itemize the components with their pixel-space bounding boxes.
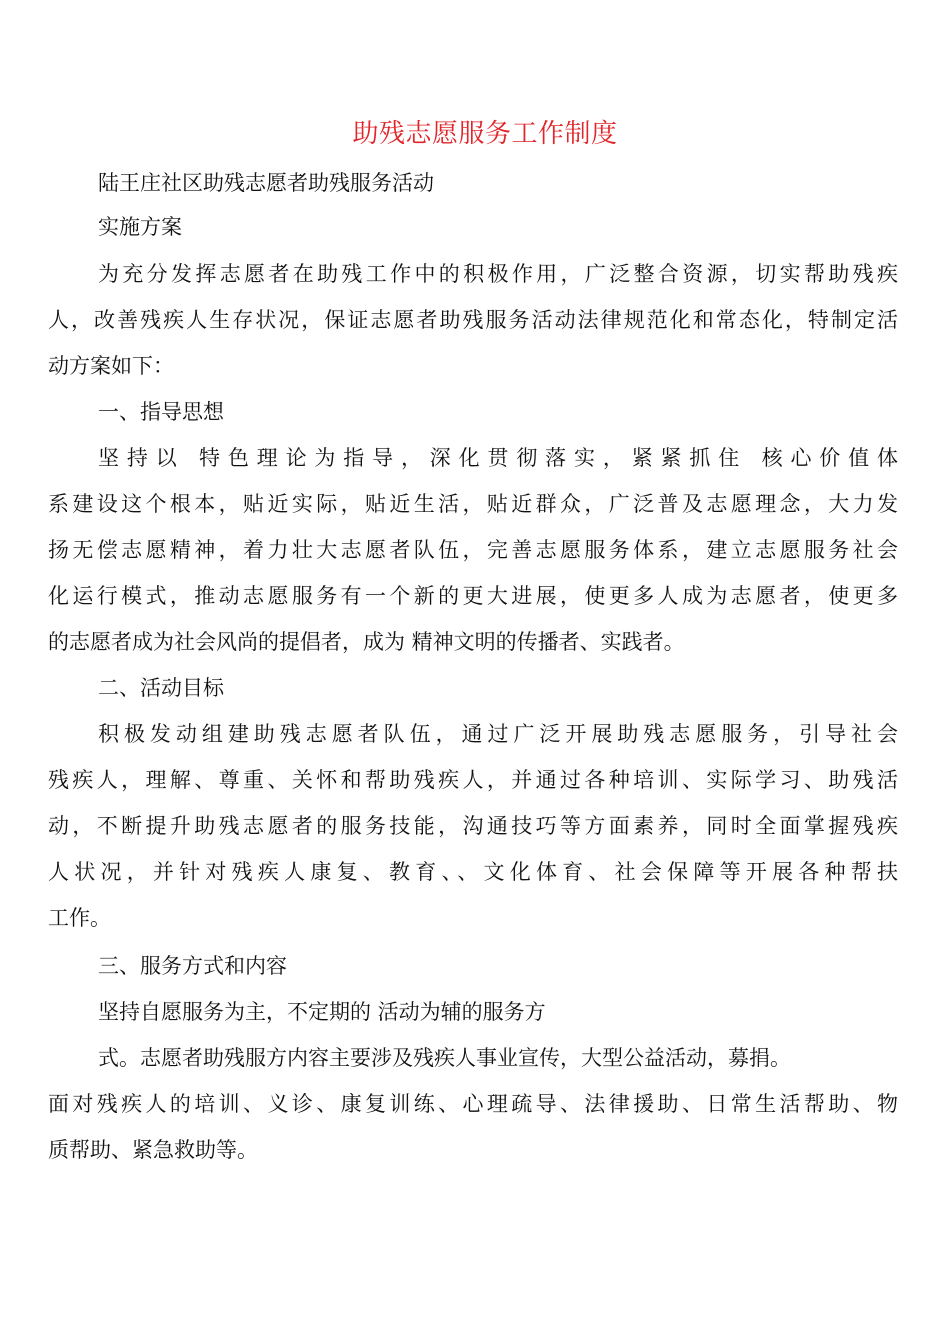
paragraph-line: 动，不断提升助残志愿者的服务技能，沟通技巧等方面素养，同时全面掌握残疾 [48,814,898,838]
paragraph-line: 面对残疾人的培训、义诊、康复训练、心理疏导、法律援助、日常生活帮助、物 [48,1092,898,1116]
paragraph-line: 的志愿者成为社会风尚的提倡者，成为 精神文明的传播者、实践者。 [48,630,685,654]
paragraph-line: 人状况，并针对残疾人康复、教育、、文化体育、社会保障等开展各种帮扶 [48,860,898,884]
paragraph-line: 式。志愿者助残服方内容主要涉及残疾人事业宣传，大型公益活动，募捐。 [98,1046,791,1070]
paragraph-line: 为充分发挥志愿者在助残工作中的积极作用，广泛整合资源，切实帮助残疾 [98,262,898,286]
paragraph-line: 积极发动组建助残志愿者队伍，通过广泛开展助残志愿服务，引导社会 [98,722,898,746]
paragraph-line: 残疾人，理解、尊重、关怀和帮助残疾人，并通过各种培训、实际学习、助残活 [48,768,898,792]
section-heading: 三、服务方式和内容 [98,954,287,978]
section-heading: 二、活动目标 [98,676,224,700]
subtitle-line: 陆王庄社区助残志愿者助残服务活动 [98,171,434,195]
paragraph-line: 人，改善残疾人生存状况，保证志愿者助残服务活动法律规范化和常态化，特制定活 [48,308,898,332]
paragraph-line: 动方案如下： [48,354,174,378]
paragraph-line: 坚持自愿服务为主，不定期的 活动为辅的服务方 [98,1000,546,1024]
paragraph-line: 化运行模式，推动志愿服务有一个新的更大进展，使更多人成为志愿者，使更多 [48,584,898,608]
paragraph-line: 系建设这个根本，贴近实际，贴近生活，贴近群众，广泛普及志愿理念，大力发 [48,492,898,516]
paragraph-line: 质帮助、紧急救助等。 [48,1138,258,1162]
paragraph-line: 工作。 [48,906,111,930]
paragraph-line: 扬无偿志愿精神，着力壮大志愿者队伍，完善志愿服务体系，建立志愿服务社会 [48,538,898,562]
document-title: 助残志愿服务工作制度 [352,119,618,149]
section-heading: 一、指导思想 [98,400,224,424]
subtitle-line: 实施方案 [98,215,182,239]
paragraph-line: 坚持以 特色理论为指导，深化贯彻落实，紧紧抓住 核心价值体 [98,446,898,470]
